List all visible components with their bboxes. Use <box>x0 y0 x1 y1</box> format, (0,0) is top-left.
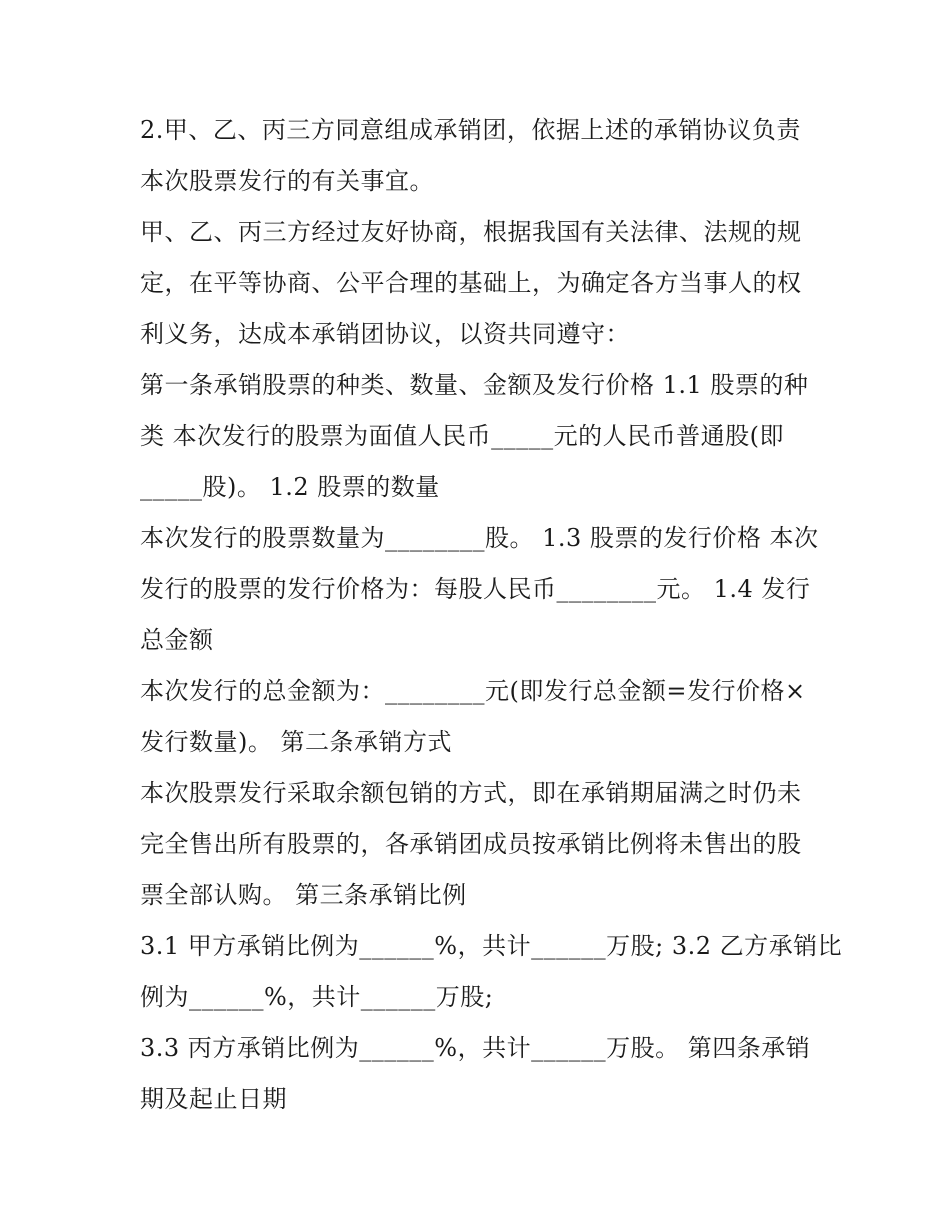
text-line: 票全部认购。 第三条承销比例 <box>140 881 467 909</box>
text-line: 定，在平等协商、公平合理的基础上，为确定各方当事人的权 <box>140 269 802 297</box>
text-line: _____股)。 1.2 股票的数量 <box>140 473 440 501</box>
text-line: 甲、乙、丙三方经过友好协商，根据我国有关法律、法规的规 <box>140 218 802 246</box>
text-line: 本次股票发行采取余额包销的方式，即在承销期届满之时仍未 <box>140 779 802 807</box>
text-line: 完全售出所有股票的，各承销团成员按承销比例将未售出的股 <box>140 830 802 858</box>
text-line: 本次发行的总金额为：________元(即发行总金额=发行价格× <box>140 677 806 705</box>
text-line: 本次发行的股票数量为________股。 1.3 股票的发行价格 本次 <box>140 524 819 552</box>
text-line: 3.3 丙方承销比例为______%，共计______万股。 第四条承销 <box>140 1034 811 1062</box>
text-line: 总金额 <box>140 626 214 654</box>
text-line: 类 本次发行的股票为面值人民币_____元的人民币普通股(即 <box>140 422 784 450</box>
text-line: 期及起止日期 <box>140 1085 287 1113</box>
text-line: 发行的股票的发行价格为：每股人民币________元。 1.4 发行 <box>140 575 811 603</box>
text-line: 2.甲、乙、丙三方同意组成承销团，依据上述的承销协议负责 <box>140 116 801 144</box>
text-line: 本次股票发行的有关事宜。 <box>140 167 434 195</box>
document-body <box>140 105 843 1125</box>
text-line: 发行数量)。 第二条承销方式 <box>140 728 452 756</box>
text-line: 利义务，达成本承销团协议，以资共同遵守： <box>140 320 630 348</box>
text-line: 3.1 甲方承销比例为______%，共计______万股; 3.2 乙方承销比 <box>140 932 843 960</box>
text-line: 第一条承销股票的种类、数量、金额及发行价格 1.1 股票的种 <box>140 371 809 399</box>
text-line: 例为______%，共计______万股; <box>140 983 494 1011</box>
